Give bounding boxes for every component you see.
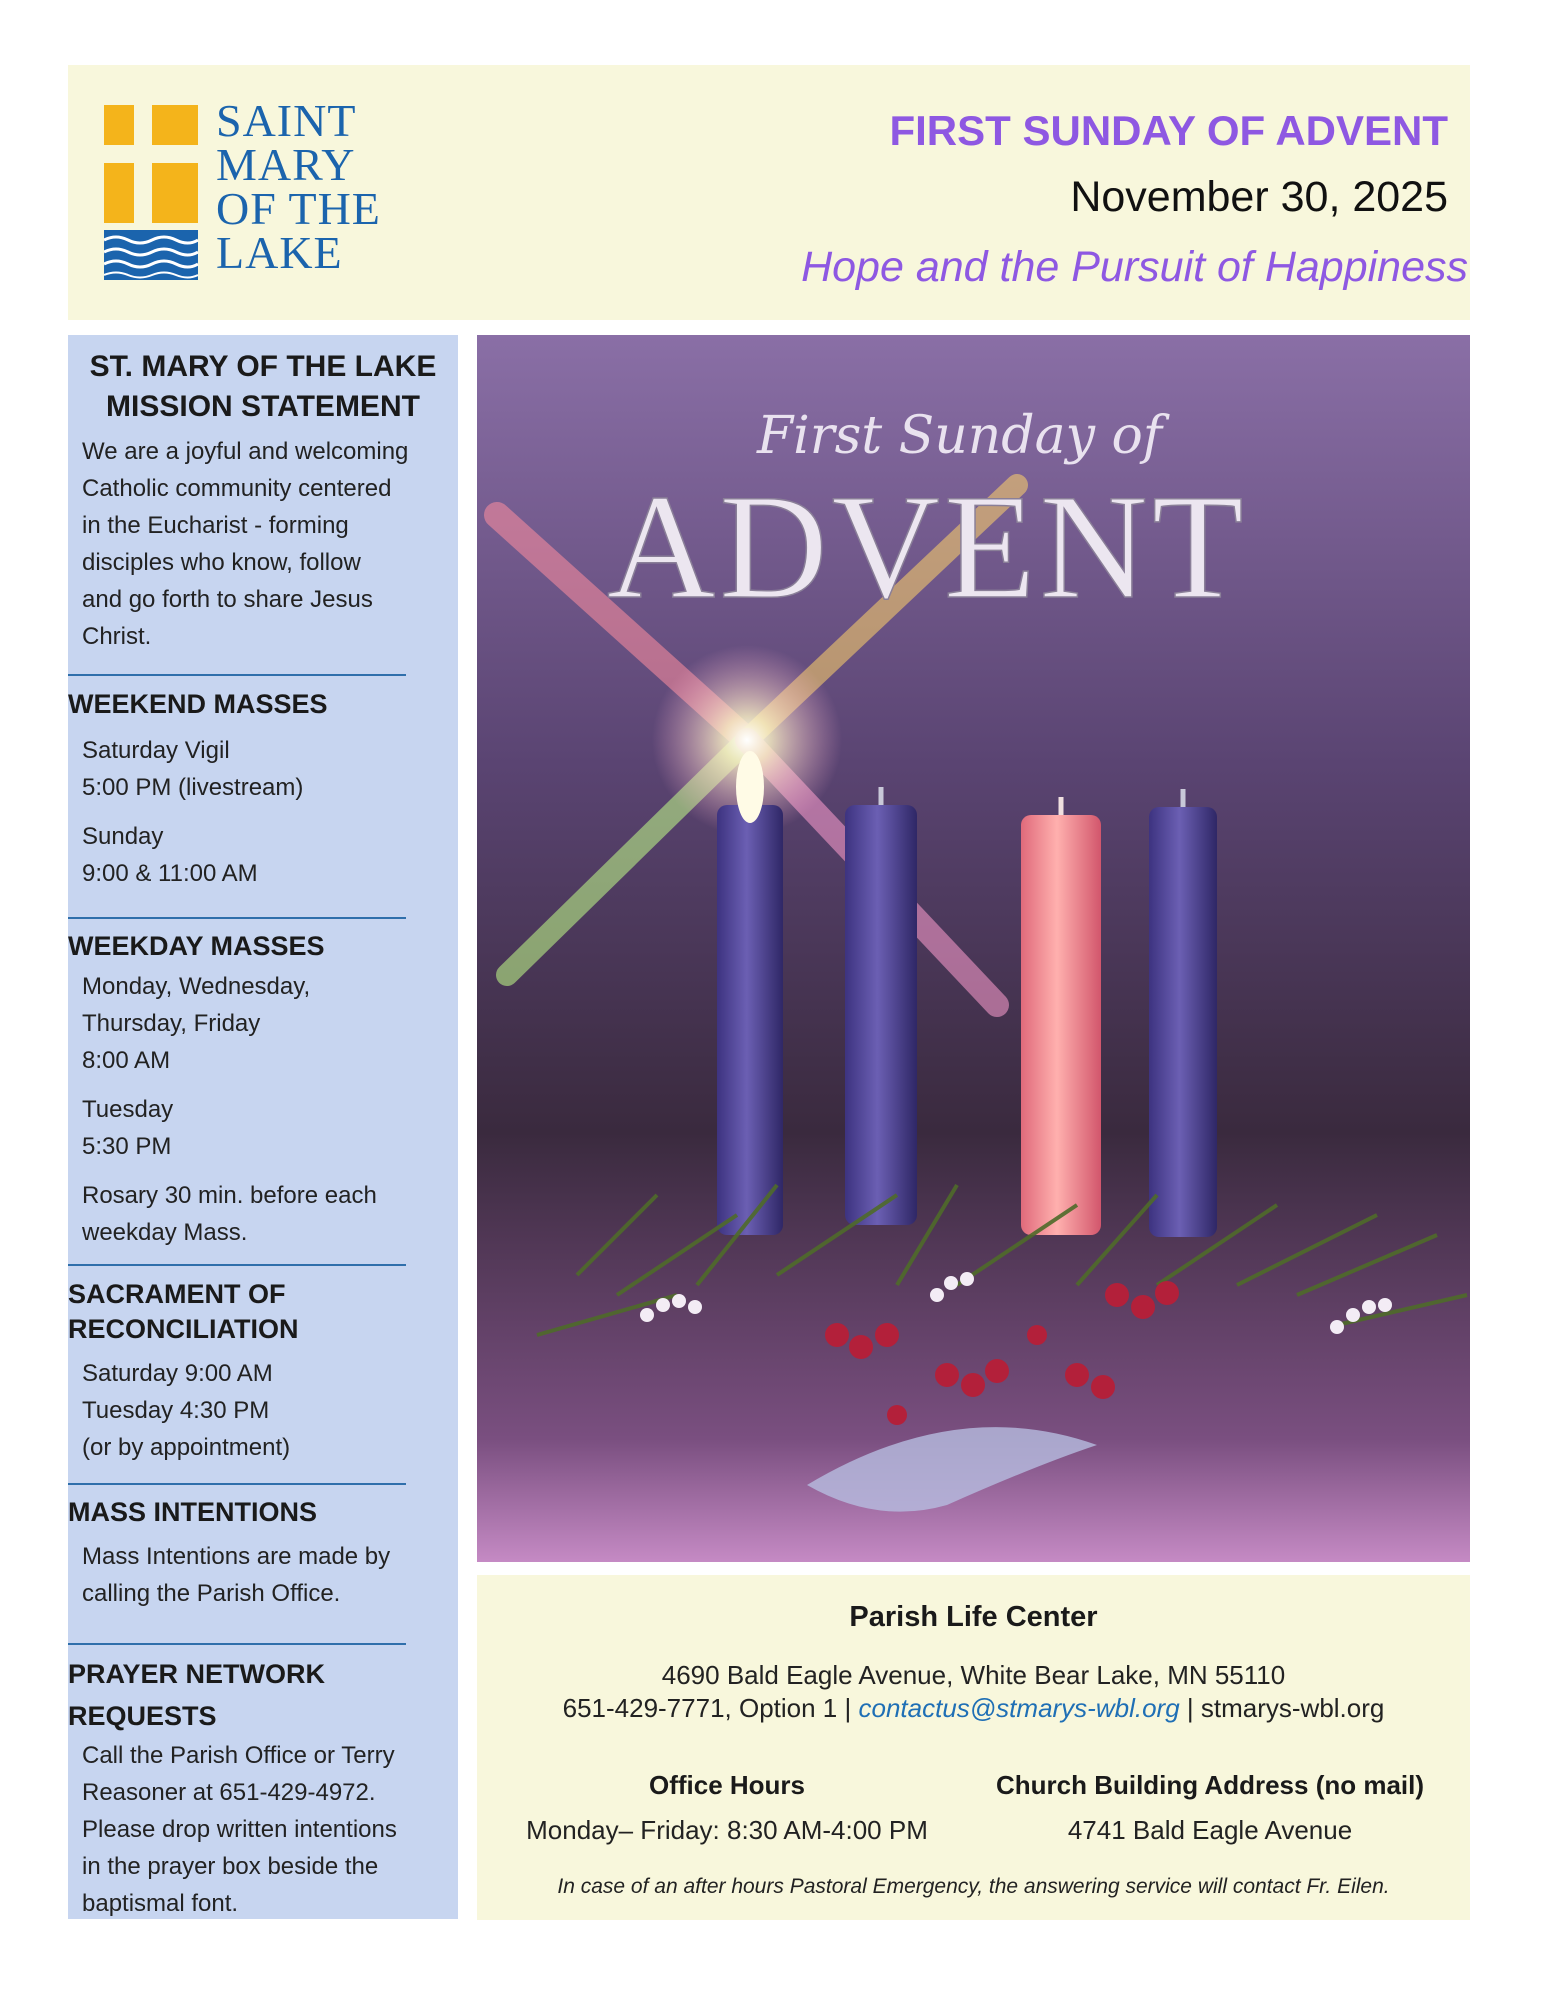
schedule-label: Saturday Vigil bbox=[82, 737, 230, 764]
divider bbox=[68, 917, 406, 919]
schedule-label: Thursday, Friday bbox=[82, 1010, 261, 1037]
weekend-heading: WEEKEND MASSES bbox=[68, 689, 328, 719]
divider bbox=[68, 1483, 406, 1485]
prayer-text: Reasoner at 651-429-4972. bbox=[82, 1779, 376, 1806]
logo-line: OF THE bbox=[216, 183, 381, 234]
separator: | bbox=[844, 1693, 852, 1723]
parish-info-box bbox=[477, 1575, 1470, 1920]
phone-number[interactable]: 651-429-7771, Option 1 bbox=[562, 1693, 838, 1723]
advent-candles-illustration bbox=[477, 335, 1470, 1562]
divider bbox=[68, 1264, 406, 1266]
mission-heading: MISSION STATEMENT bbox=[106, 390, 420, 423]
schedule-label: Monday, Wednesday, bbox=[82, 973, 311, 1000]
mission-text: We are a joyful and welcoming bbox=[82, 438, 409, 465]
separator: | bbox=[1186, 1693, 1194, 1723]
mission-section bbox=[68, 347, 458, 655]
church-address-heading: Church Building Address (no mail) bbox=[995, 1770, 1425, 1800]
photo-script-title: First Sunday of bbox=[757, 406, 1163, 466]
mission-text: Christ. bbox=[82, 623, 152, 650]
prayer-network-section bbox=[68, 1653, 458, 1922]
bulletin-theme: Hope and the Pursuit of Happiness bbox=[801, 243, 1468, 291]
schedule-time: 5:00 PM (livestream) bbox=[82, 774, 304, 801]
website-link[interactable]: stmarys-wbl.org bbox=[1200, 1693, 1385, 1723]
weekday-masses-section bbox=[68, 929, 458, 1251]
water-waves-icon bbox=[104, 230, 198, 280]
candle-pink bbox=[1021, 815, 1101, 1235]
logo-line: MARY bbox=[216, 139, 356, 190]
prayer-text: baptismal font. bbox=[82, 1890, 239, 1917]
info-title: Parish Life Center bbox=[849, 1601, 1098, 1633]
schedule-label: Sunday bbox=[82, 823, 164, 850]
schedule-note: (or by appointment) bbox=[82, 1434, 291, 1461]
header-banner bbox=[68, 65, 1470, 320]
advent-wreath-image bbox=[477, 335, 1470, 1562]
candle-purple bbox=[717, 805, 783, 1235]
intentions-heading: MASS INTENTIONS bbox=[68, 1497, 318, 1527]
weekend-masses-section bbox=[68, 687, 458, 892]
schedule-time: 9:00 & 11:00 AM bbox=[82, 860, 258, 887]
church-address-column bbox=[970, 1770, 1450, 1846]
rosary-note: Rosary 30 min. before each bbox=[82, 1182, 377, 1209]
weekday-heading: WEEKDAY MASSES bbox=[68, 931, 325, 961]
reconciliation-heading: RECONCILIATION bbox=[68, 1314, 299, 1344]
contact-line bbox=[477, 1693, 1470, 1724]
logo-line: SAINT bbox=[216, 95, 357, 146]
prayer-heading: REQUESTS bbox=[68, 1701, 217, 1731]
prayer-text: in the prayer box beside the bbox=[82, 1853, 379, 1880]
prayer-text: Please drop written intentions bbox=[82, 1816, 397, 1843]
intentions-text: calling the Parish Office. bbox=[82, 1580, 341, 1607]
bulletin-date: November 30, 2025 bbox=[1070, 173, 1448, 221]
photo-big-title: ADVENT bbox=[607, 464, 1248, 630]
divider bbox=[68, 674, 406, 676]
cross-icon bbox=[104, 105, 134, 145]
office-hours-column bbox=[487, 1770, 967, 1846]
mission-heading: ST. MARY OF THE LAKE bbox=[89, 350, 437, 383]
prayer-heading: PRAYER NETWORK bbox=[68, 1659, 326, 1689]
sidebar bbox=[68, 335, 458, 1919]
reconciliation-section bbox=[68, 1277, 458, 1466]
mission-text: in the Eucharist - forming bbox=[82, 512, 349, 539]
prayer-text: Call the Parish Office or Terry bbox=[82, 1742, 395, 1769]
parish-logo[interactable] bbox=[104, 95, 404, 295]
email-link[interactable]: contactus@stmarys-wbl.org bbox=[858, 1693, 1180, 1723]
mission-text: Catholic community centered bbox=[82, 475, 392, 502]
mission-text: and go forth to share Jesus bbox=[82, 586, 373, 613]
schedule-time: 5:30 PM bbox=[82, 1133, 172, 1160]
intentions-text: Mass Intentions are made by bbox=[82, 1543, 391, 1570]
page-title: FIRST SUNDAY OF ADVENT bbox=[889, 107, 1448, 154]
reconciliation-heading: SACRAMENT OF bbox=[68, 1279, 286, 1309]
church-address-value: 4741 Bald Eagle Avenue bbox=[1067, 1815, 1353, 1845]
schedule-time: Tuesday 4:30 PM bbox=[82, 1397, 270, 1424]
emergency-note: In case of an after hours Pastoral Emergency, the answering service will contact Fr. Eilen. bbox=[557, 1875, 1390, 1898]
office-hours-value: Monday– Friday: 8:30 AM-4:00 PM bbox=[526, 1815, 928, 1845]
cross-icon-part bbox=[104, 163, 134, 223]
divider bbox=[68, 1643, 406, 1645]
mass-intentions-section bbox=[68, 1495, 458, 1612]
mission-text: disciples who know, follow bbox=[82, 549, 361, 576]
logo-line: LAKE bbox=[216, 227, 343, 278]
schedule-label: Tuesday bbox=[82, 1096, 174, 1123]
candle-purple bbox=[845, 805, 917, 1225]
schedule-time: Saturday 9:00 AM bbox=[82, 1360, 273, 1387]
cross-icon-part bbox=[152, 163, 198, 223]
schedule-time: 8:00 AM bbox=[82, 1047, 171, 1074]
candle-purple bbox=[1149, 807, 1217, 1237]
cross-icon-part bbox=[152, 105, 198, 145]
office-hours-heading: Office Hours bbox=[648, 1770, 806, 1800]
logo-wordmark bbox=[216, 95, 406, 278]
rosary-note: weekday Mass. bbox=[82, 1219, 248, 1246]
parish-address: 4690 Bald Eagle Avenue, White Bear Lake, MN 55110 bbox=[661, 1660, 1286, 1690]
